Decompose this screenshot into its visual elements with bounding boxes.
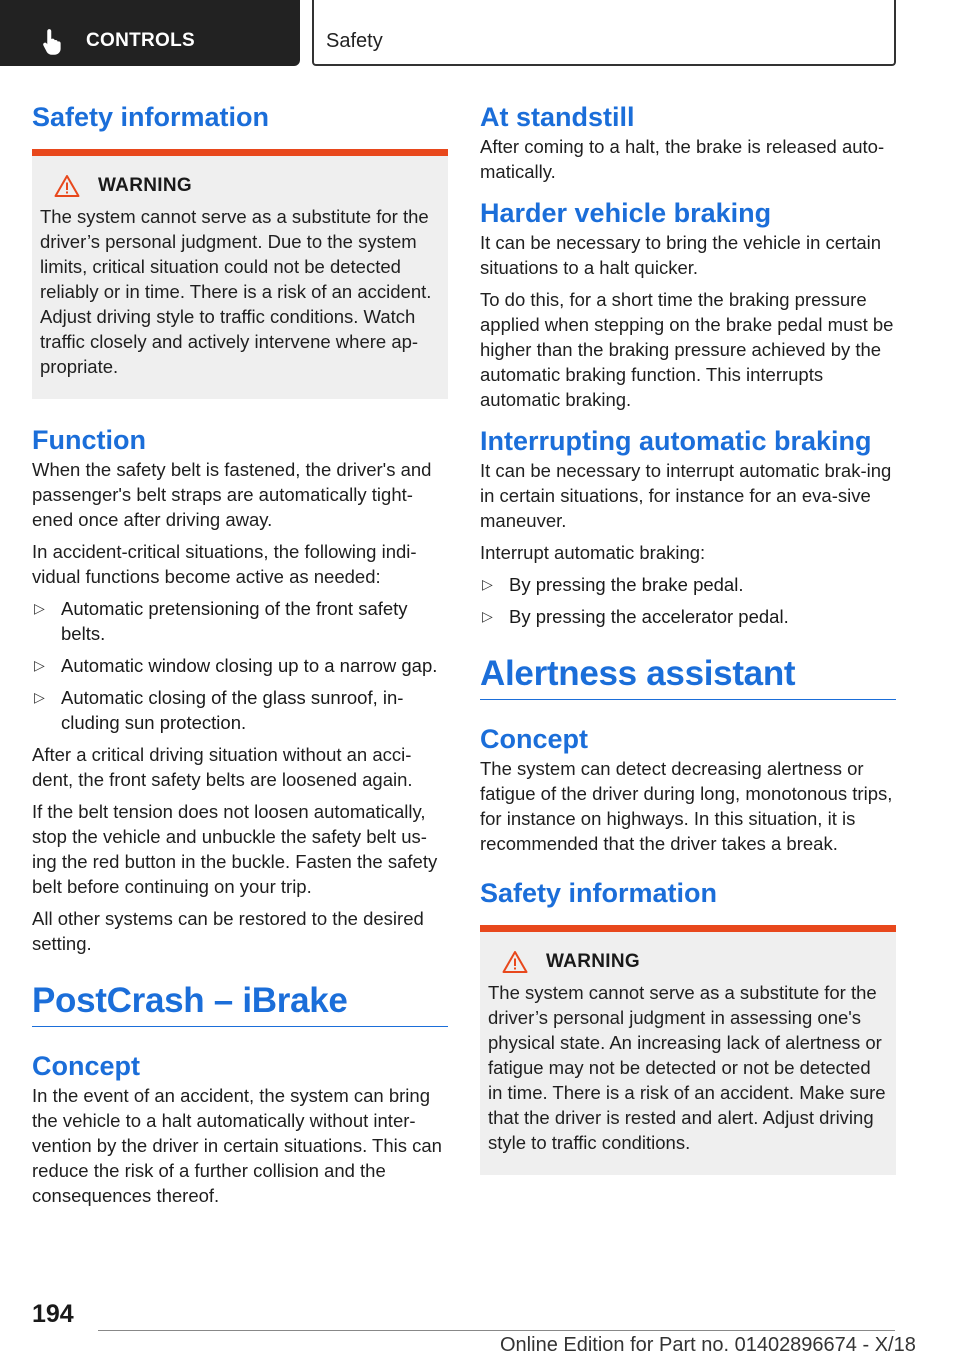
concept-paragraph: In the event of an accident, the system can bring the vehicle to a halt automatically without inter-vention by the driver in certain situations. This can reduce the risk of a further collision and the consequences thereof. (32, 1085, 442, 1206)
list-item: ▷ By pressing the brake pedal. (482, 574, 744, 595)
harder-paragraph: To do this, for a short time the braking pressure applied when stepping on the brake pedal must be higher than the braking pressure achieved by the automatic braking function. This interrupts automatic braking. (480, 289, 894, 410)
heading-rule (32, 1026, 448, 1027)
heading-concept: Concept (480, 724, 588, 754)
triangle-right-icon: ▷ (34, 689, 45, 705)
heading-at-standstill: At standstill (480, 102, 635, 132)
heading-function: Function (32, 425, 146, 455)
heading-safety-information: Safety information (480, 878, 718, 908)
list-item: ▷ Automatic closing of the glass sunroof, in-cluding sun protection. (34, 687, 404, 733)
interrupting-paragraph: It can be necessary to interrupt automatic brak-ing in certain situations, for instance for an eva-sive maneuver. (480, 460, 892, 531)
triangle-right-icon: ▷ (34, 600, 45, 616)
function-paragraph: After a critical driving situation without an acci-dent, the front safety belts are loosened again. (32, 744, 413, 790)
warning-triangle-icon (54, 174, 80, 198)
heading-interrupting-braking: Interrupting automatic braking (480, 426, 872, 456)
warning-triangle-icon (502, 950, 528, 974)
triangle-right-icon: ▷ (482, 576, 493, 592)
triangle-right-icon: ▷ (34, 657, 45, 673)
warning-box (480, 925, 896, 1175)
list-item: ▷ By pressing the accelerator pedal. (482, 606, 789, 627)
function-list (32, 596, 448, 735)
interrupting-list (480, 572, 896, 629)
warning-text: The system cannot serve as a substitute for the driver’s personal judgment. Due to the system limits, critical situation could not be detected reliably or in time. There is a risk of an accident. Adjust driving style to traffic conditions. Watch traffic closely and actively intervene where ap-propriate. (40, 206, 432, 377)
chapter-tab (0, 0, 300, 66)
function-paragraph: All other systems can be restored to the desired setting. (32, 908, 424, 954)
left-column (32, 100, 448, 1208)
concept-paragraph: The system can detect decreasing alertness or fatigue of the driver during long, monotonous trips, for instance on highways. In this situation, it is recommended that the driver takes a break. (480, 758, 893, 854)
hand-pointer-icon (38, 26, 68, 56)
heading-harder-braking: Harder vehicle braking (480, 198, 772, 228)
right-column (480, 100, 896, 1175)
interrupting-paragraph: Interrupt automatic braking: (480, 542, 706, 563)
function-paragraph: If the belt tension does not loosen automatically, stop the vehicle and unbuckle the safety belt us-ing the red button in the buckle. Fasten the safety belt before continuing on your trip. (32, 801, 438, 897)
heading-concept: Concept (32, 1051, 140, 1081)
heading-postcrash-ibrake: PostCrash – iBrake (32, 981, 348, 1020)
warning-label: WARNING (546, 951, 640, 972)
standstill-paragraph: After coming to a halt, the brake is released auto-matically. (480, 136, 885, 182)
page-header (0, 0, 960, 66)
function-paragraph: When the safety belt is fastened, the driver's and passenger's belt straps are automatically tight-ened once after driving away. (32, 459, 432, 530)
footer-rule (98, 1330, 895, 1331)
list-item: ▷ Automatic pretensioning of the front safety belts. (34, 598, 408, 644)
triangle-right-icon: ▷ (482, 608, 493, 624)
list-item: ▷ Automatic window closing up to a narrow gap. (34, 655, 438, 676)
page-number: 194 (32, 1300, 74, 1328)
section-label: Safety (326, 30, 383, 52)
section-tab (312, 0, 896, 66)
heading-safety-information: Safety information (32, 102, 270, 132)
warning-box (32, 149, 448, 399)
warning-label: WARNING (98, 175, 192, 196)
harder-paragraph: It can be necessary to bring the vehicle in certain situations to a halt quicker. (480, 232, 882, 278)
chapter-label: CONTROLS (86, 30, 196, 51)
function-paragraph: In accident-critical situations, the following indi-vidual functions become active as needed: (32, 541, 417, 587)
footer-edition: Online Edition for Part no. 01402896674 - X/18 (500, 1334, 916, 1356)
heading-alertness-assistant: Alertness assistant (480, 654, 796, 693)
warning-text: The system cannot serve as a substitute for the driver’s personal judgment in assessing one's physical state. An increasing lack of alertness or fatigue may not be detected or not be detected in time. There is a risk of an accident. Make sure that the driver is rested and alert. Adjust driving style to traffic conditions. (488, 982, 886, 1153)
heading-rule (480, 699, 896, 700)
